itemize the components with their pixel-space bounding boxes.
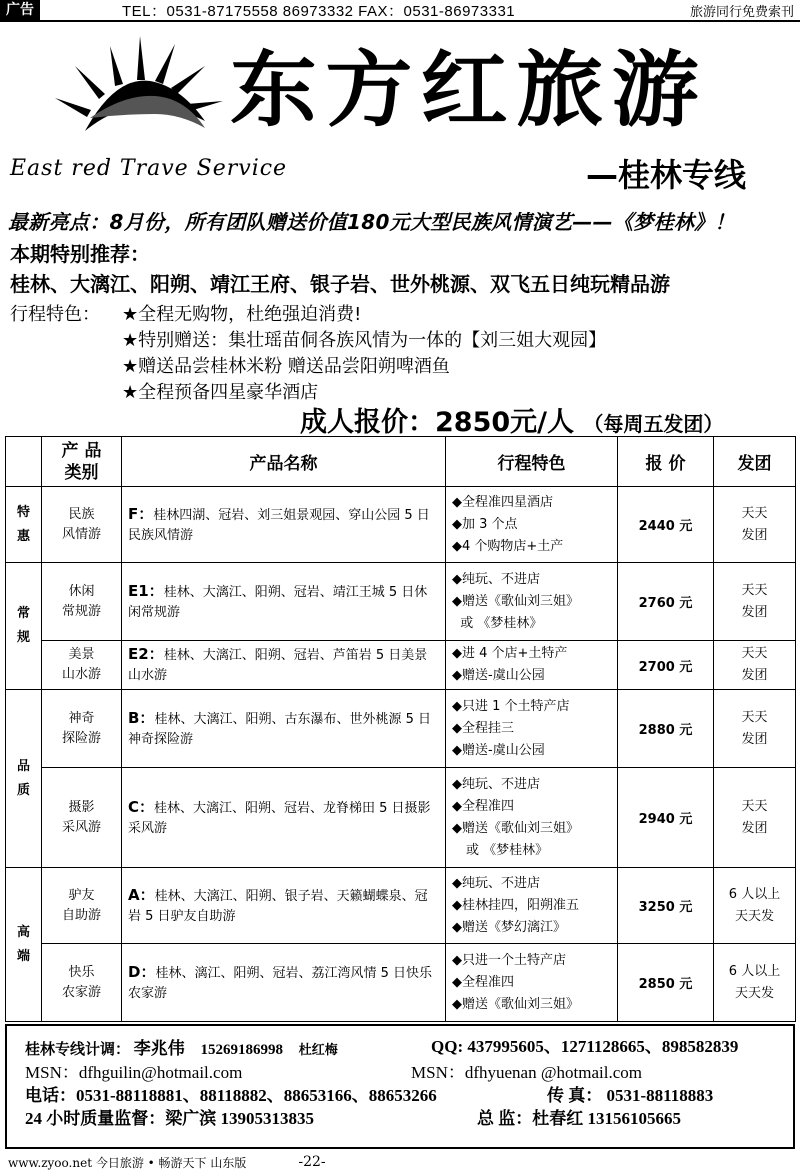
feature-cell bbox=[446, 690, 618, 768]
page-number: -22- bbox=[298, 1154, 326, 1170]
adult-price-value: 成人报价：2850元/人 bbox=[300, 407, 575, 438]
product-type: 休闲 常规游 bbox=[42, 563, 122, 641]
table-row bbox=[6, 563, 796, 641]
feature-line: ◆全程挂三 bbox=[452, 720, 514, 736]
category-cell bbox=[6, 487, 42, 563]
depart-cell: 6 人以上 天天发 bbox=[714, 944, 796, 1022]
feature-line: ◆纯玩、不进店 bbox=[452, 571, 540, 587]
product-code: C： bbox=[128, 797, 155, 816]
feature-line: ◆全程准四 bbox=[452, 974, 514, 990]
feature-line: ◆赠送-虞山公园 bbox=[452, 668, 545, 683]
category-cell bbox=[6, 690, 42, 868]
feature-line: ◆赠送《梦幻漓江》 bbox=[452, 919, 566, 935]
table-row bbox=[6, 641, 796, 690]
table-header: 行程特色 bbox=[446, 437, 618, 487]
table-header: 发团 bbox=[714, 437, 796, 487]
brand-english-name: East red Trave Service bbox=[10, 156, 288, 181]
featured-route: 桂林、大漓江、阳朔、靖江王府、银子岩、世外桃源、双飞五日纯玩精品游 bbox=[10, 272, 670, 296]
product-name: 桂林、漓江、阳朔、冠岩、荔江湾风情 5 日快乐农家游 bbox=[128, 965, 432, 1001]
category-cell bbox=[6, 563, 42, 690]
feature-line: 或 《梦桂林》 bbox=[466, 842, 549, 858]
feature-line: 或 《梦桂林》 bbox=[452, 615, 543, 631]
coordinator-line bbox=[25, 1034, 338, 1059]
feature-line: ◆赠送《歌仙刘三姐》 bbox=[452, 996, 579, 1012]
table-row bbox=[6, 690, 796, 768]
table-row bbox=[6, 944, 796, 1022]
category-name: 高端 bbox=[16, 924, 30, 964]
table-header: 报 价 bbox=[618, 437, 714, 487]
depart-cell: 天天 发团 bbox=[714, 690, 796, 768]
category-name: 常规 bbox=[16, 606, 30, 645]
table-row bbox=[6, 868, 796, 944]
feature-line: ◆只进一个土特产店 bbox=[452, 952, 566, 968]
feature-cell bbox=[446, 868, 618, 944]
contact-line: TEL：0531-87175558 86973332 FAX：0531-86973331 bbox=[122, 2, 516, 20]
category-name: 品质 bbox=[16, 758, 30, 798]
brand-subtitle: —桂林专线 bbox=[586, 156, 747, 194]
feature-item: ★赠送品尝桂林米粉 赠送品尝阳朔啤酒鱼 bbox=[122, 356, 450, 377]
adult-price bbox=[300, 400, 723, 439]
feature-item: ★全程无购物，杜绝强迫消费! bbox=[122, 304, 362, 325]
feature-line: ◆赠送《歌仙刘三姐》 bbox=[452, 820, 579, 836]
msn-2: MSN：dfhyuenan @hotmail.com bbox=[411, 1063, 642, 1082]
feature-line: ◆全程准四 bbox=[452, 798, 514, 814]
feature-cell bbox=[446, 563, 618, 641]
product-name: 桂林、大漓江、阳朔、冠岩、靖江王城 5 日休闲常规游 bbox=[128, 584, 428, 620]
product-name-cell bbox=[122, 690, 446, 768]
features-label: 行程特色： bbox=[10, 304, 100, 325]
feature-line: ◆赠送-虞山公园 bbox=[452, 742, 545, 758]
product-name: 桂林四湖、冠岩、刘三姐景观园、穿山公园 5 日民族风情游 bbox=[128, 507, 430, 543]
feature-line: ◆桂林挂四，阳朔准五 bbox=[452, 897, 579, 913]
product-code: E2： bbox=[128, 645, 164, 663]
product-code: D： bbox=[128, 962, 156, 981]
product-table bbox=[5, 436, 796, 1022]
product-name-cell bbox=[122, 487, 446, 563]
product-code: F： bbox=[128, 504, 154, 523]
coordinator-name-2: 杜红梅 bbox=[298, 1042, 338, 1057]
product-name-cell bbox=[122, 868, 446, 944]
category-name: 特惠 bbox=[16, 504, 30, 544]
bottom-bar bbox=[0, 1152, 800, 1172]
product-name: 桂林、大漓江、阳朔、冠岩、芦笛岩 5 日美景山水游 bbox=[128, 648, 428, 683]
price-cell: 3250 元 bbox=[618, 868, 714, 944]
feature-line: ◆纯玩、不进店 bbox=[452, 875, 540, 891]
feature-line: ◆全程准四星酒店 bbox=[452, 494, 553, 510]
feature-line: ◆4 个购物店+土产 bbox=[452, 538, 564, 554]
feature-line: ◆加 3 个点 bbox=[452, 516, 518, 532]
table-header bbox=[6, 437, 42, 487]
promo-section bbox=[0, 200, 800, 438]
product-type: 摄影 采风游 bbox=[42, 768, 122, 868]
free-magazine-text: 旅游同行免费索刊 bbox=[689, 4, 794, 20]
feature-cell bbox=[446, 641, 618, 690]
product-name-cell bbox=[122, 563, 446, 641]
feature-item: ★特别赠送：集壮瑶苗侗各族风情为一体的【刘三姐大观园】 bbox=[122, 330, 607, 351]
msn-1: MSN：dfhguilin@hotmail.com bbox=[25, 1063, 243, 1082]
feature-item: ★全程预备四星豪华酒店 bbox=[122, 382, 319, 403]
coordinator-label: 桂林专线计调： bbox=[25, 1042, 131, 1058]
price-cell: 2440 元 bbox=[618, 487, 714, 563]
coordinator-name: 李兆伟 bbox=[133, 1039, 185, 1058]
feature-cell bbox=[446, 768, 618, 868]
director: 总 监：杜春红 13156105665 bbox=[477, 1109, 681, 1128]
top-bar bbox=[0, 0, 800, 22]
product-type: 美景 山水游 bbox=[42, 641, 122, 690]
brand-header bbox=[0, 24, 800, 200]
feature-cell bbox=[446, 487, 618, 563]
depart-cell: 天天 发团 bbox=[714, 563, 796, 641]
feature-line: ◆进 4 个店+土特产 bbox=[452, 646, 568, 661]
product-code: A： bbox=[128, 885, 155, 904]
sun-logo-icon bbox=[55, 36, 225, 146]
fax-number: 传 真： 0531-88118883 bbox=[547, 1086, 714, 1105]
contact-footer bbox=[5, 1024, 795, 1149]
phone-numbers: 电话：0531-88118881、88118882、88653166、88653266 bbox=[25, 1086, 437, 1105]
product-type: 神奇 探险游 bbox=[42, 690, 122, 768]
feature-line: ◆只进 1 个土特产店 bbox=[452, 698, 570, 714]
latest-highlight: 最新亮点：8月份，所有团队赠送价值180元大型民族风情演艺——《梦桂林》！ bbox=[8, 210, 735, 234]
price-cell: 2700 元 bbox=[618, 641, 714, 690]
product-name: 桂林、大漓江、阳朔、古东瀑布、世外桃源 5 日神奇探险游 bbox=[128, 711, 431, 747]
depart-cell: 天天 发团 bbox=[714, 487, 796, 563]
coordinator-phone: 15269186998 bbox=[200, 1042, 284, 1058]
depart-cell: 天天 发团 bbox=[714, 768, 796, 868]
product-name-cell bbox=[122, 768, 446, 868]
site-slogan: www.zyoo.net 今日旅游 • 畅游天下 山东版 bbox=[8, 1155, 247, 1170]
product-name: 桂林、大漓江、阳朔、冠岩、龙脊梯田 5 日摄影采风游 bbox=[128, 800, 431, 836]
depart-cell: 6 人以上 天天发 bbox=[714, 868, 796, 944]
quality-monitor: 24 小时质量监督：梁广滨 13905313835 bbox=[25, 1109, 314, 1128]
special-recommend-heading: 本期特别推荐： bbox=[10, 242, 150, 266]
category-cell bbox=[6, 868, 42, 1022]
feature-line: ◆赠送《歌仙刘三姐》 bbox=[452, 593, 579, 609]
feature-line: ◆纯玩、不进店 bbox=[452, 776, 540, 792]
product-type: 快乐 农家游 bbox=[42, 944, 122, 1022]
table-row bbox=[6, 768, 796, 868]
depart-cell: 天天 发团 bbox=[714, 641, 796, 690]
feature-cell bbox=[446, 944, 618, 1022]
ad-label: 广告 bbox=[0, 0, 40, 20]
product-type: 驴友 自助游 bbox=[42, 868, 122, 944]
qq-numbers: QQ: 437995605、1271128665、898582839 bbox=[431, 1037, 739, 1056]
product-type: 民族 风情游 bbox=[42, 487, 122, 563]
product-code: B： bbox=[128, 708, 155, 727]
departure-note: （每周五发团） bbox=[583, 412, 724, 436]
price-cell: 2880 元 bbox=[618, 690, 714, 768]
table-header-row bbox=[6, 437, 796, 487]
product-code: E1： bbox=[128, 581, 164, 600]
price-cell: 2850 元 bbox=[618, 944, 714, 1022]
table-row bbox=[6, 487, 796, 563]
product-name: 桂林、大漓江、阳朔、银子岩、天籁蝴蝶泉、冠岩 5 日驴友自助游 bbox=[128, 888, 428, 924]
price-cell: 2940 元 bbox=[618, 768, 714, 868]
price-cell: 2760 元 bbox=[618, 563, 714, 641]
table-header: 产 品 类别 bbox=[42, 437, 122, 487]
product-name-cell bbox=[122, 641, 446, 690]
brand-name: 东方红旅游 bbox=[230, 43, 708, 138]
table-header: 产品名称 bbox=[122, 437, 446, 487]
product-name-cell bbox=[122, 944, 446, 1022]
